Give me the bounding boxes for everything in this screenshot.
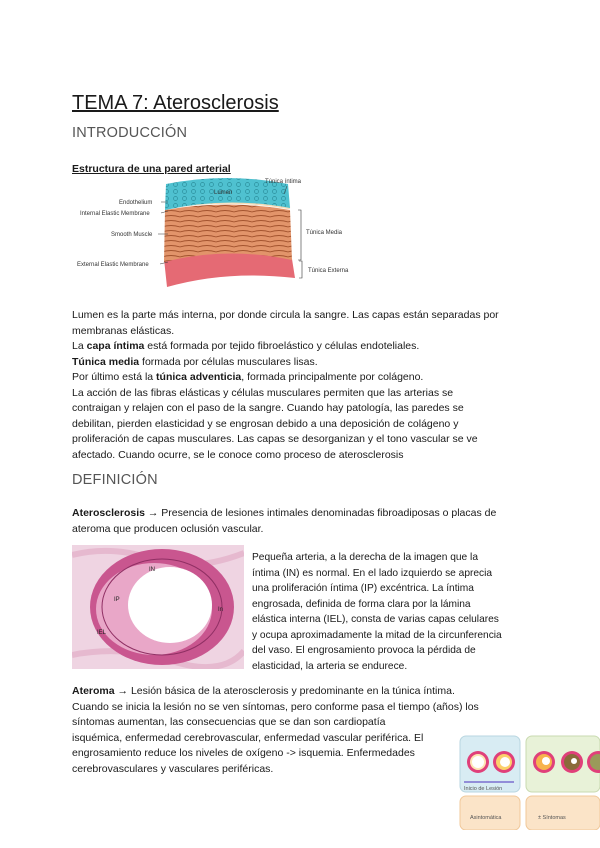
label-endothelium: Endothelium xyxy=(119,200,153,206)
label-tunica-externa: Túnica Externa xyxy=(308,268,349,274)
label-internal-elastic-membrane: Internal Elastic Membrane xyxy=(80,211,150,217)
caption-line-5: elástica interna (IEL), consta de varias capas celulares xyxy=(252,614,499,625)
caption-line-1: Pequeña arteria, a la derecha de la imagen que la xyxy=(252,552,478,563)
label-in: IN xyxy=(149,567,155,573)
caption-line-8: elasticidad, la arteria se endurece. xyxy=(252,660,408,672)
accion-line-2: contraigan y relajen con el paso de la sangre. Cuando hay patología, las paredes se xyxy=(72,402,464,414)
adventicia-sentence: Por último está la túnica adventicia, formada principalmente por colágeno. xyxy=(72,371,424,383)
label-smooth-muscle: Smooth Muscle xyxy=(111,232,153,238)
intima-sentence: La capa íntima está formada por tejido fibroelástico y células endoteliales. xyxy=(72,340,420,352)
caption-line-3: una proliferación íntima (IP) excéntrica. La íntima xyxy=(252,583,474,594)
caption-line-2: íntima (IN) es normal. En el lado izquierdo se aprecia xyxy=(252,567,493,579)
ateroma-line-5: engrosamiento reduce los niveles de oxígeno -> isquemia. Enfermedades xyxy=(72,747,415,759)
accion-line-3: debilitan, pierden elasticidad y se engrosan debido a una deposición de colágeno y xyxy=(72,417,459,430)
figure-heading: Estructura de una pared arterial xyxy=(72,163,231,175)
label-lumen: Lumen xyxy=(214,190,233,196)
lesion-progression-diagram xyxy=(458,734,600,830)
accion-line-4: proliferación de capas musculares. Las capas se desorganizan y el tono vascular se ve xyxy=(72,433,478,445)
caption-line-6: y ocupa aproximadamente la mitad de la circunferencia xyxy=(252,629,502,641)
label-iel: IEL xyxy=(97,630,107,636)
lumen-line-2: membranas elásticas. xyxy=(72,324,175,337)
definicion-line-1: Aterosclerosis → Presencia de lesiones intimales denominadas fibroadiposas o placas de xyxy=(72,507,497,519)
media-sentence: Túnica media formada por células musculares lisas. xyxy=(72,355,318,368)
label-ip: IP xyxy=(114,597,120,603)
ateroma-line-4: isquémica, enfermedad cerebrovascular, enfermedad vascular periférica. El xyxy=(72,731,424,744)
ateroma-line-3: síntomas aumentan, las consecuencias que se dan son cardiopatía xyxy=(72,716,386,728)
accion-line-1: La acción de las fibras elásticas y células musculares permiten que las arterias se xyxy=(72,386,454,399)
ateroma-text xyxy=(72,684,479,777)
definicion-text xyxy=(72,506,496,537)
label-in-right: In xyxy=(218,607,224,613)
tunica-media-layer xyxy=(164,205,292,263)
section-heading-introduccion: INTRODUCCIÓN xyxy=(72,125,188,141)
histology-caption xyxy=(252,550,502,674)
label-inicio-lesion: Inicio de Lesión xyxy=(464,786,503,792)
section-heading-definicion: DEFINICIÓN xyxy=(72,472,158,488)
accion-line-5: afectado. Cuando ocurre, se le conoce como proceso de aterosclerosis xyxy=(72,448,404,461)
lumen-line-1: Lumen es la parte más interna, por donde circula la sangre. Las capas están separadas por xyxy=(72,309,499,321)
caption-line-4: engrosada, definida de forma clara por la lámina xyxy=(252,598,471,610)
label-external-elastic-membrane: External Elastic Membrane xyxy=(77,262,149,268)
ateroma-line-6: cerebrovasculares y vasculares periféricas. xyxy=(72,762,274,775)
ateroma-line-2: Cuando se inicia la lesión no se ven síntomas, pero conforme pasa el tiempo (años) los xyxy=(72,700,479,713)
lumen xyxy=(128,567,212,643)
histology-image xyxy=(72,545,244,669)
page-title: TEMA 7: Aterosclerosis xyxy=(72,92,279,114)
label-sintomas: ± Síntomas xyxy=(538,815,566,821)
ateroma-line-1: Ateroma → Lesión básica de la aterosclerosis y predominante en la túnica íntima. xyxy=(72,685,455,697)
label-tunica-intima: Túnica íntima xyxy=(265,179,302,185)
arterial-wall-diagram xyxy=(72,174,372,304)
caption-line-7: del vaso. El engrosamiento provoca la pérdida de xyxy=(252,645,476,656)
label-tunica-media: Túnica Media xyxy=(306,230,343,236)
label-asintomatica: Asintomática xyxy=(470,815,502,821)
intro-text xyxy=(72,308,499,463)
definicion-line-2: ateroma que producen oclusión vascular. xyxy=(72,522,264,535)
